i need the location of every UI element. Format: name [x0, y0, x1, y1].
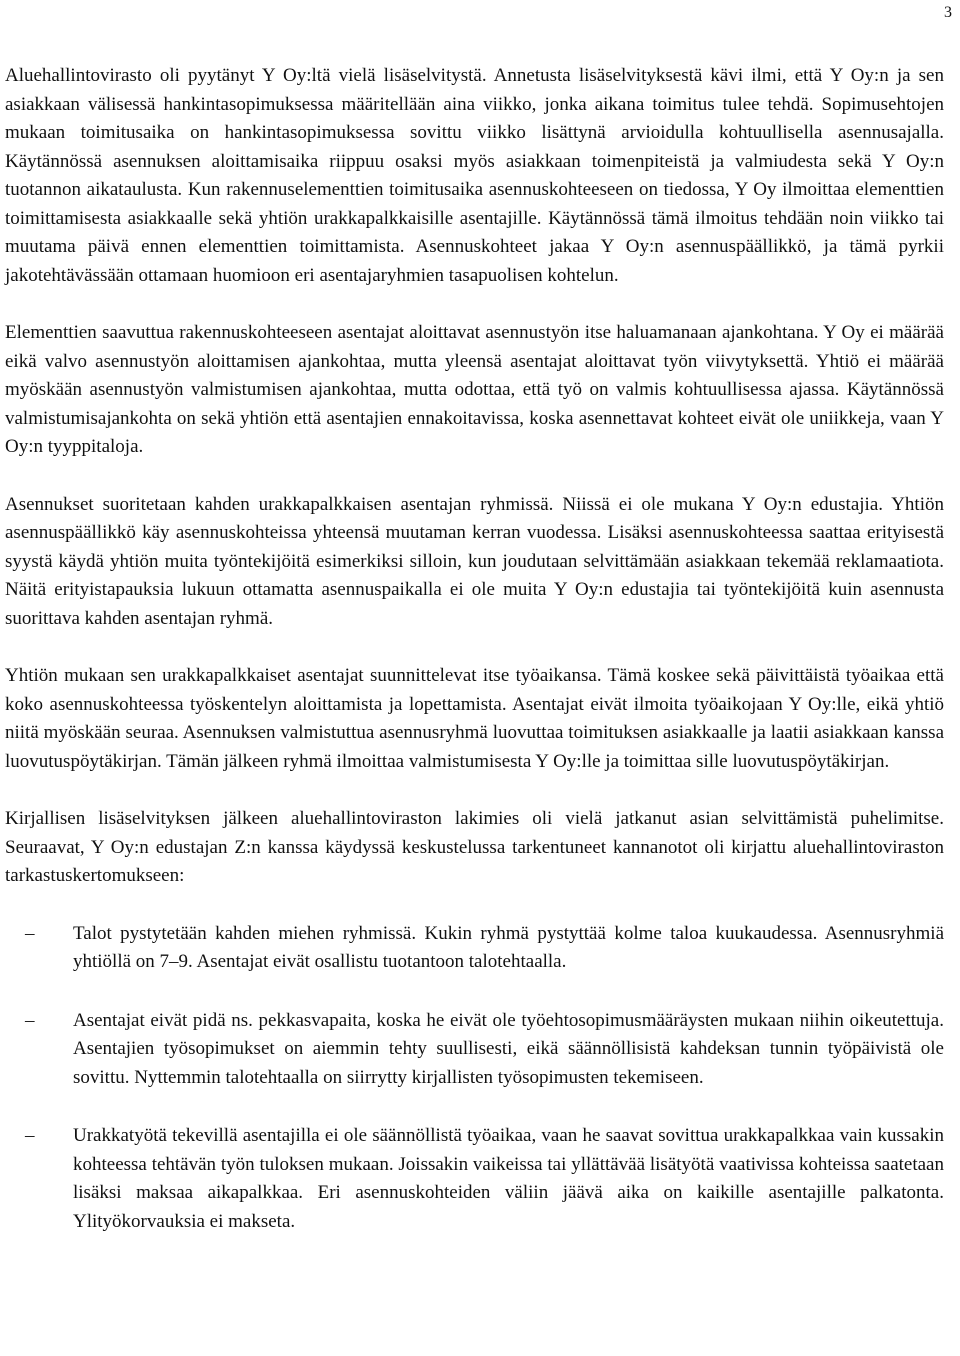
dash-marker: –: [25, 1009, 35, 1031]
dash-marker: –: [25, 922, 35, 944]
paragraph: Elementtien saavuttua rakennuskohteeseen asentajat aloittavat asennustyön itse haluamanaan ajankohtana. Y Oy ei määrää eikä valvo asennustyön aloittamisen ajankohtaa, mutta yleensä asentajat aloittavat työn viivytyksettä. Yhtiö ei määrää myöskään asennustyön valmistumisen ajankohtaa, mutta odottaa, että työ on valmis kohtuullisessa ajassa. Käytännössä valmistumisajankohta on sekä yhtiön että asentajien ennakoitavissa, koska asennettavat kohteet eivät ole uniikkeja, vaan Y Oy:n tyyppitaloja.: [5, 322, 944, 457]
list-item: [5, 1007, 944, 1093]
dash-marker: –: [25, 1125, 35, 1146]
list-item-text: Urakkatyötä tekevillä asentajilla ei ole säännöllistä työaikaa, vaan he saavat sovittua urakkapalkkaa vain kussakin kohteessa tehtävän työn tuloksen mukaan. Joissakin vaikeissa tai yllättävää lisätyötä vaativissa kohteissa saatetaan lisäksi maksaa aikapalkkaa. Eri asennuskohteiden väliin jäävä aika on kaikille asentajille palkatonta. Ylityökorvauksia ei makseta.: [73, 1125, 944, 1232]
list-item-text: Asentajat eivät pidä ns. pekkasvapaita, koska he eivät ole työehtosopimusmääräysten mukaan niihin oikeutettuja. Asentajien työsopimukset on aiemmin tehty suullisesti, eikä säännöllisistä kahdeksan tunnin työpäivistä ole sovittu. Nyttemmin talotehtaalla on siirrytty kirjallisten työsopimusten tekemiseen.: [73, 1009, 944, 1088]
list-item: [5, 1122, 944, 1236]
paragraph: Kirjallisen lisäselvityksen jälkeen aluehallintoviraston lakimies oli vielä jatkanut asian selvittämistä puhelimitse. Seuraavat, Y Oy:n edustajan Z:n kanssa käydyssä keskustelussa tarkentuneet kannanotot oli kirjattu aluehallintoviraston tarkastuskertomukseen:: [5, 808, 944, 886]
list-item: [5, 920, 944, 977]
list-item-text: Talot pystytetään kahden miehen ryhmissä. Kukin ryhmä pystyttää kolme taloa kuukaudessa. Asennusryhmiä yhtiöllä on 7–9. Asentajat eivät osallistu tuotantoon talotehtaalla.: [73, 922, 944, 972]
paragraph: Asennukset suoritetaan kahden urakkapalkkaisen asentajan ryhmissä. Niissä ei ole mukana Y Oy:n edustajia. Yhtiön asennuspäällikkö käy asennuskohteissa yhteensä muutaman kerran vuodessa. Lisäksi asennuskohteessa saattaa erityisestä syystä käydä yhtiön muita työntekijöitä esimerkiksi silloin, kun joudutaan selvittämään asiakkaan tekemää reklamaatiota. Näitä erityistapauksia lukuun ottamatta asennuspaikalla ei ole muita Y Oy:n edustajia tai työntekijöitä kuin asennusta suorittava kahden asentajan ryhmä.: [5, 493, 944, 629]
paragraph: Aluehallintovirasto oli pyytänyt Y Oy:ltä vielä lisäselvitystä. Annetusta lisäselvityksestä kävi ilmi, että Y Oy:n ja sen asiakkaan välisessä hankintasopimuksessa määritellään aina viikko, jonka aikana toimitus tulee tehdä. Sopimusehtojen mukaan toimitusaika on hankintasopimuksessa sovittu viikko lisättynä arvioidulla kohtuullisella asennusajalla. Käytännössä asennuksen aloittamisaika riippuu osaksi myös asiakkaan toimenpiteistä ja valmiudesta sekä Y Oy:n tuotannon aikataulusta. Kun rakennuselementtien toimitusaika asennuskohteeseen on tiedossa, Y Oy ilmoittaa elementtien toimittamisesta asiakkaalle sekä yhtiön urakkapalkkaisille asentajille. Käytännössä tämä ilmoitus tehdään noin viikko tai muutama päivä ennen elementtien toimittamista. Asennuskohteet jakaa Y Oy:n asennuspäällikkö, ja tämä pyrkii jakotehtävässään ottamaan huomioon eri asentajaryhmien tasapuolisen kohtelun.: [5, 65, 944, 286]
paragraph: Yhtiön mukaan sen urakkapalkkaiset asentajat suunnittelevat itse työaikansa. Tämä koskee sekä päivittäistä työaikaa että koko asennuskohteessa työskentelyn aloittamista ja lopettamista. Asentajat eivät ilmoita työaikojaan Y Oy:lle, eikä yhtiö niitä myöskään seuraa. Asennuksen valmistuttua asennusryhmä luovuttaa toimituksen asiakkaalle ja laatii asiakkaan kanssa luovutuspöytäkirjan. Tämän jälkeen ryhmä ilmoittaa valmistumisesta Y Oy:lle ja toimittaa sille luovutuspöytäkirjan.: [5, 665, 944, 772]
document-body: [0, 62, 944, 1266]
dash-list: [5, 920, 944, 1237]
page-number: 3: [944, 4, 952, 21]
